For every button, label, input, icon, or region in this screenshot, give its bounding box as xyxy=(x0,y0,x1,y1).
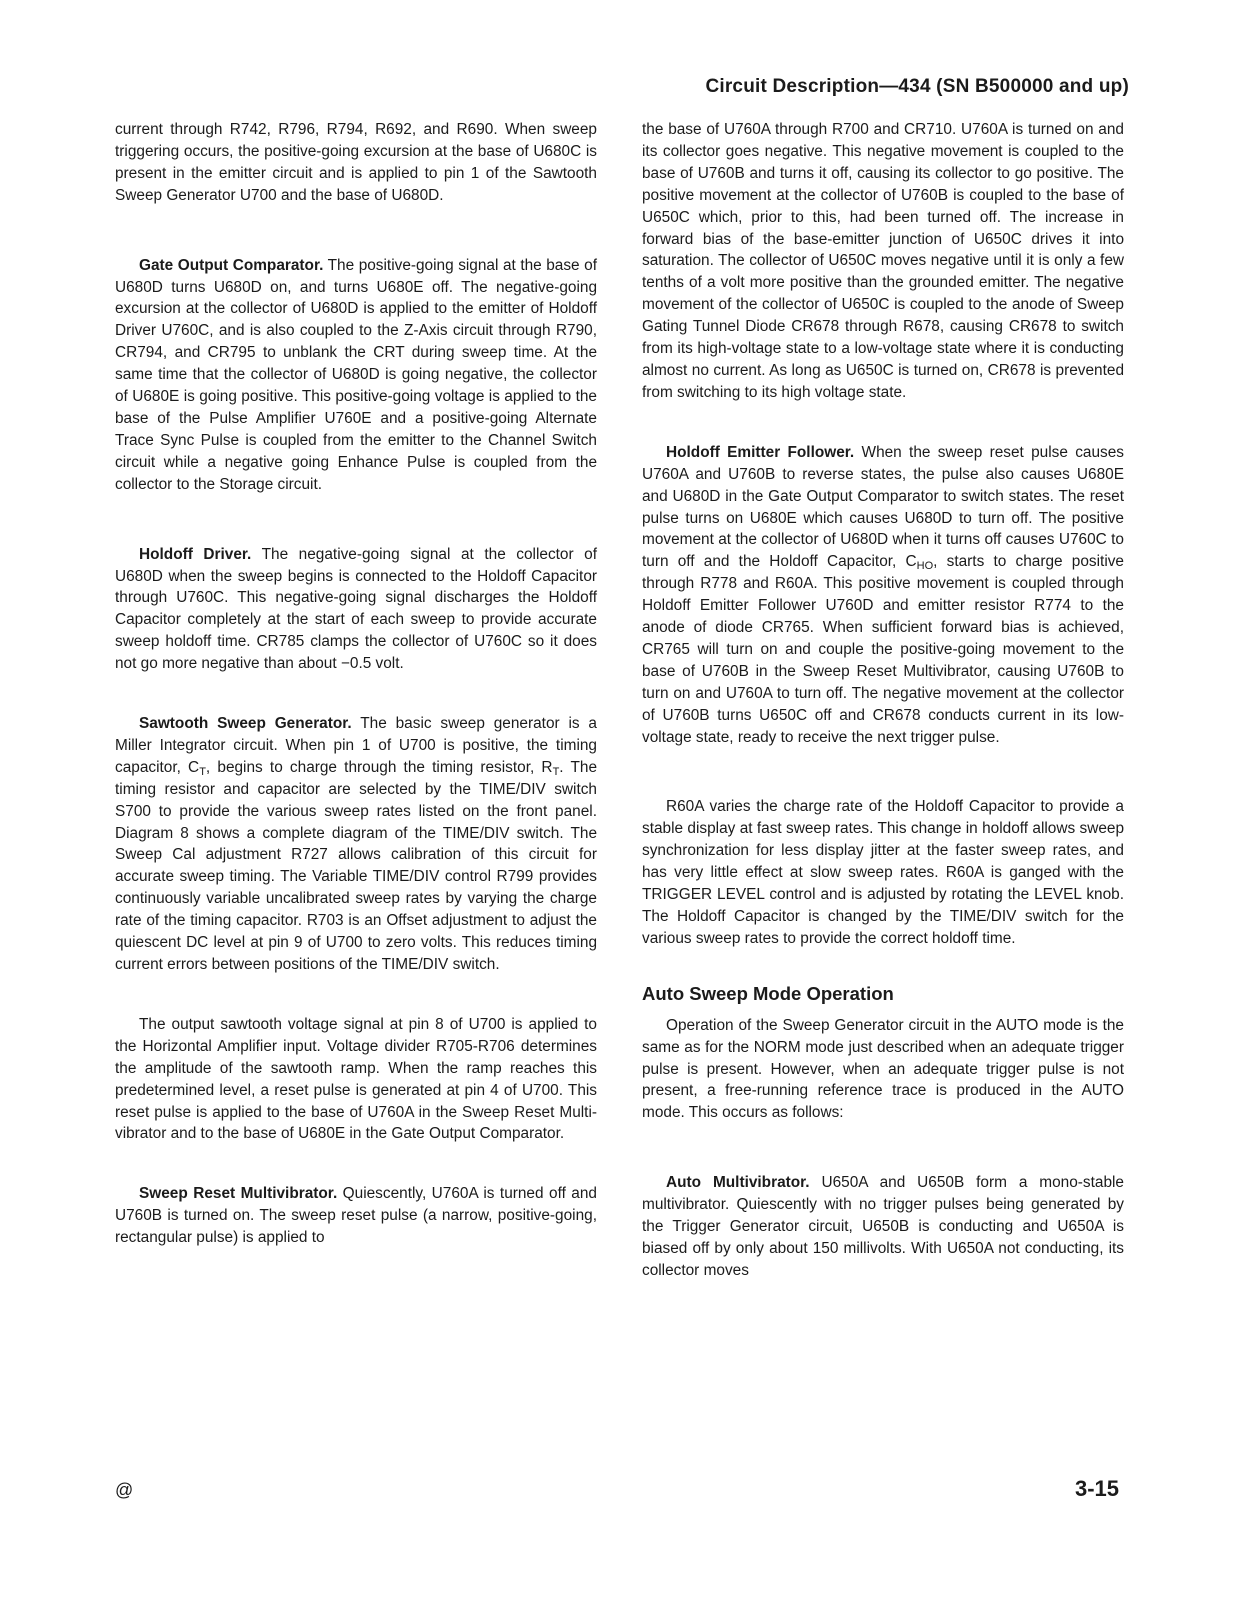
heading-holdoff-driver: Holdoff Driver. xyxy=(139,545,252,563)
heading-sawtooth-sweep-generator: Sawtooth Sweep Generator. xyxy=(139,715,352,733)
running-header: Circuit Description—434 (SN B500000 and up) xyxy=(705,76,1129,97)
heading-holdoff-emitter-follower: Holdoff Emitter Follower. xyxy=(666,443,855,461)
body-sawtooth-c: . The timing resistor and capacitor are selected by the TIME/DIV switch S700 to provide the various sweep rates listed on the front panel. Diagram 8 shows a complete diagram of the TIME/DIV switch. The Sweep Cal adjustment R727 allows calibration of this circuit for accurate sweep timing. The Variable TIME/DIV control R799 provides continuously variable uncalibrated sweep rates by varying the charge rate of the timing capacitor. R703 is an Offset adjustment to adjust the quiescent DC level at pin 9 of U700 to zero volts. This reduces timing current errors between positions of the TIME/DIV switch. xyxy=(115,758,597,973)
heading-sweep-reset-multivibrator: Sweep Reset Multivibrator. xyxy=(139,1185,338,1203)
subscript-rt: T xyxy=(552,765,560,778)
paragraph-r60a: R60A varies the charge rate of the Holdoff Capacitor to provide a stable display at fast sweep rates. This change in holdoff allows sweep synchronization for less display jitter at the faster sweep rates, and has very little effect at slow sweep rates. R60A is ganged with the TRIGGER LEVEL control and is adjusted by rotating the LEVEL knob. The Holdoff Capacitor is changed by the TIME/DIV switch for the various sweep rates to provide the correct holdoff time. xyxy=(642,798,1124,947)
paragraph-continuation-right: the base of U760A through R700 and CR710. U760A is turned on and its collector goes negative. This negative movement is coupled to the base of U760B and turns it off, causing its collector to go positive. The positive movement at the collector of U760B is coupled to the base of U650C which, prior to this, had been turned off. The increase in forward bias of the base-emitter junction of U650C drives it into saturation. The collector of U650C moves negative until it is only a few tenths of a volt more positive than the grounded emitter. The negative movement of the collector of U650C is coupled to the anode of Sweep Gating Tunnel Diode CR678 through R678, causing CR678 to switch from its high-voltage state to a low-voltage state where it is conducting almost no current. As long as U650C is turned on, CR678 is prevented from switching to its high voltage state. xyxy=(642,121,1124,401)
paragraph-sawtooth-sweep-generator xyxy=(115,713,597,976)
body-gate-output-comparator: The positive-going signal at the base of U680D turns U680D on, and turns U680E off. The negative-going excursion at the collector of U680D is applied to the emitter of Holdoff Driver U760C, and is also coupled to the Z-Axis circuit through R790, CR794, and CR795 to unblank the CRT during sweep time. At the same time that the collector of U680D is going negative, the collector of U680E is going positive. This positive-going voltage is applied to the base of the Pulse Amplifier U760E and a positive-going Alternate Trace Sync Pulse is coupled from the emitter to the Channel Switch circuit while a negative going Enhance Pulse is coupled from the collector to the Storage circuit. xyxy=(115,256,597,493)
heading-auto-multivibrator: Auto Multivibrator. xyxy=(666,1174,810,1192)
body-holdoff-a: When the sweep reset pulse causes U760A and U760B to reverse states, the pulse also causes U680E and U680D in the Gate Output Comparator to switch states. The reset pulse turns on U680E which causes U680D to turn off. The positive movement at the collector of U680D when it turns off causes U760C to turn off and the Holdoff Capacitor, C xyxy=(642,443,1124,571)
paragraph-auto-mode: Operation of the Sweep Generator circuit in the AUTO mode is the same as for the NORM mode just described when an adequate trigger pulse is present. However, when an adequate trigger pulse is not present, a free-running reference trace is produced in the AUTO mode. This occurs as follows: xyxy=(642,1016,1124,1122)
subscript-ct: T xyxy=(199,765,206,778)
left-column xyxy=(115,119,597,1249)
heading-gate-output-comparator: Gate Output Comparator. xyxy=(139,256,324,274)
section-heading-auto-sweep: Auto Sweep Mode Operation xyxy=(642,982,894,1004)
body-sweep-reset-multivibrator: Quiescently, U760A is turned off and U760B is turned on. The sweep reset pulse (a narrow, positive-going, rectangular pulse) is applied to xyxy=(115,1185,597,1247)
footer-symbol: @ xyxy=(115,1480,134,1500)
body-holdoff-driver: The negative-going signal at the collector of U680D when the sweep begins is connected to the Holdoff Capacitor through U760C. This negative-going signal discharges the Holdoff Capacitor completely at the start of each sweep to provide accurate sweep holdoff time. CR785 clamps the collector of U760C so it does not go more negative than about −0.5 volt. xyxy=(115,545,598,673)
paragraph-gate-output-comparator xyxy=(115,255,597,496)
paragraph-auto-multivibrator xyxy=(642,1172,1124,1282)
body-holdoff-b: , starts to charge positive through R778 and R60A. This positive movement is coupled through Holdoff Emitter Follower U760D and emitter resistor R774 to the anode of diode CR765. When sufficient forward bias is achieved, CR765 will turn on and couple the positive-going movement to the base of U760B in the Sweep Reset Multivibrator, causing U760B to turn on and U760A to turn off. The negative movement at the collector of U760B turns U650C off and CR678 conducts current in its low-voltage state, ready to receive the next trigger pulse. xyxy=(642,553,1124,746)
body-auto-multivibrator: U650A and U650B form a mono-stable multivibrator. Quiescently with no trigger pulses being generated by the Trigger Generator circuit, U650B is conducting and U650A is biased off by only about 150 millivolts. With U650A not conducting, its collector moves xyxy=(642,1174,1124,1279)
paragraph-holdoff-driver xyxy=(115,544,597,675)
right-column xyxy=(642,119,1124,1282)
paragraph-holdoff-emitter-follower xyxy=(642,442,1124,749)
page-number: 3-15 xyxy=(1074,1476,1119,1501)
subscript-cho: HO xyxy=(916,560,934,573)
body-sawtooth-b: , begins to charge through the timing resistor, R xyxy=(205,758,553,776)
body-sawtooth-a: The basic sweep generator is a Miller Integrator circuit. When pin 1 of U700 is positive, the timing capacitor, C xyxy=(115,715,597,776)
paragraph-continuation: current through R742, R796, R794, R692, and R690. When sweep triggering occurs, the positive-going excursion at the base of U680C is present in the emitter circuit and is applied to pin 1 of the Sawtooth Sweep Generator U700 and the base of U680D. xyxy=(115,121,597,204)
paragraph-sweep-reset-multivibrator xyxy=(115,1183,597,1249)
paragraph-output-sawtooth: The output sawtooth voltage signal at pin 8 of U700 is applied to the Horizontal Amplifier input. Voltage divider R705-R706 determines the amplitude of the sawtooth ramp. When the ramp reaches this predetermined level, a reset pulse is generated at pin 4 of U700. This reset pulse is applied to the base of U760A in the Sweep Reset Multi-vibrator and to the base of U680E in the Gate Output Comparator. xyxy=(115,1015,597,1143)
